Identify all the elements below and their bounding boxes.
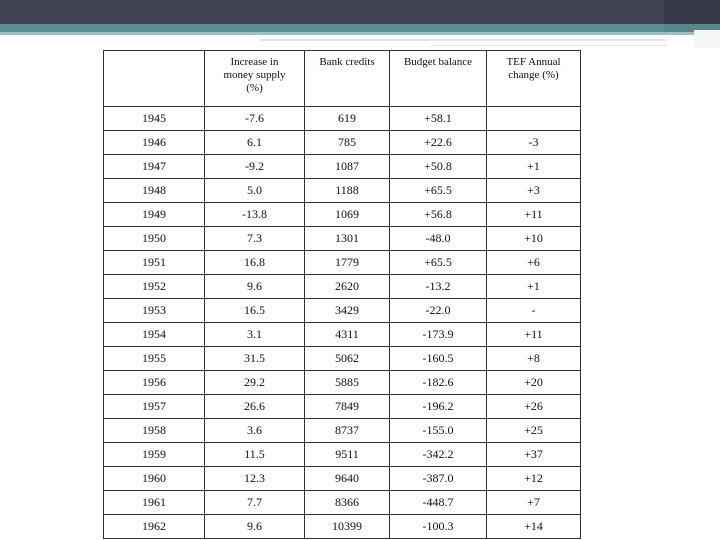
- cell-year: 1961: [104, 491, 205, 515]
- table-row: [104, 371, 581, 395]
- cell-budget-balance: -196.2: [390, 395, 487, 419]
- cell-year: 1948: [104, 179, 205, 203]
- cell-money-supply: 31.5: [205, 347, 305, 371]
- cell-bank-credits: 3429: [305, 299, 390, 323]
- cell-budget-balance: -173.9: [390, 323, 487, 347]
- header-budget-balance: Budget balance: [390, 51, 487, 107]
- cell-money-supply: 26.6: [205, 395, 305, 419]
- table-row: [104, 275, 581, 299]
- cell-money-supply: 3.6: [205, 419, 305, 443]
- cell-tef-change: +10: [487, 227, 581, 251]
- table-row: [104, 491, 581, 515]
- cell-bank-credits: 785: [305, 131, 390, 155]
- slide-header-light-stripe: [0, 32, 720, 35]
- cell-tef-change: +8: [487, 347, 581, 371]
- cell-tef-change: +20: [487, 371, 581, 395]
- cell-money-supply: 11.5: [205, 443, 305, 467]
- cell-budget-balance: -182.6: [390, 371, 487, 395]
- cell-year: 1960: [104, 467, 205, 491]
- cell-bank-credits: 7849: [305, 395, 390, 419]
- cell-bank-credits: 2620: [305, 275, 390, 299]
- cell-tef-change: +3: [487, 179, 581, 203]
- cell-money-supply: 16.5: [205, 299, 305, 323]
- cell-money-supply: 5.0: [205, 179, 305, 203]
- cell-bank-credits: 4311: [305, 323, 390, 347]
- cell-money-supply: 7.7: [205, 491, 305, 515]
- cell-budget-balance: -342.2: [390, 443, 487, 467]
- cell-money-supply: 6.1: [205, 131, 305, 155]
- economic-data-table: [103, 50, 581, 539]
- cell-bank-credits: 9511: [305, 443, 390, 467]
- cell-year: 1949: [104, 203, 205, 227]
- cell-year: 1962: [104, 515, 205, 539]
- cell-money-supply: 29.2: [205, 371, 305, 395]
- decorative-line: [430, 45, 666, 46]
- cell-tef-change: +37: [487, 443, 581, 467]
- cell-tef-change: +1: [487, 155, 581, 179]
- table-row: [104, 347, 581, 371]
- cell-tef-change: +25: [487, 419, 581, 443]
- cell-budget-balance: -448.7: [390, 491, 487, 515]
- cell-bank-credits: 619: [305, 107, 390, 131]
- cell-budget-balance: -100.3: [390, 515, 487, 539]
- table-row: [104, 419, 581, 443]
- header-corner-slab: [694, 30, 720, 48]
- cell-year: 1951: [104, 251, 205, 275]
- cell-bank-credits: 8366: [305, 491, 390, 515]
- cell-money-supply: 9.6: [205, 515, 305, 539]
- cell-budget-balance: -387.0: [390, 467, 487, 491]
- cell-budget-balance: +56.8: [390, 203, 487, 227]
- cell-tef-change: +12: [487, 467, 581, 491]
- cell-year: 1950: [104, 227, 205, 251]
- cell-year: 1956: [104, 371, 205, 395]
- cell-budget-balance: +50.8: [390, 155, 487, 179]
- cell-bank-credits: 10399: [305, 515, 390, 539]
- cell-money-supply: 16.8: [205, 251, 305, 275]
- cell-tef-change: +7: [487, 491, 581, 515]
- cell-tef-change: -: [487, 299, 581, 323]
- table-row: [104, 131, 581, 155]
- table-row: [104, 107, 581, 131]
- cell-tef-change: +6: [487, 251, 581, 275]
- cell-budget-balance: -155.0: [390, 419, 487, 443]
- table-row: [104, 467, 581, 491]
- cell-money-supply: 9.6: [205, 275, 305, 299]
- header-bank-credits: Bank credits: [305, 51, 390, 107]
- cell-budget-balance: +65.5: [390, 179, 487, 203]
- table-row: [104, 251, 581, 275]
- cell-year: 1957: [104, 395, 205, 419]
- table-row: [104, 155, 581, 179]
- cell-year: 1946: [104, 131, 205, 155]
- cell-bank-credits: 1069: [305, 203, 390, 227]
- cell-budget-balance: -22.0: [390, 299, 487, 323]
- table-row: [104, 323, 581, 347]
- table-row: [104, 515, 581, 539]
- cell-bank-credits: 1779: [305, 251, 390, 275]
- cell-money-supply: 12.3: [205, 467, 305, 491]
- cell-year: 1952: [104, 275, 205, 299]
- cell-tef-change: +1: [487, 275, 581, 299]
- table-body: [104, 107, 581, 539]
- cell-tef-change: [487, 107, 581, 131]
- cell-tef-change: +11: [487, 203, 581, 227]
- decorative-line: [260, 39, 666, 41]
- cell-bank-credits: 1087: [305, 155, 390, 179]
- cell-money-supply: -7.6: [205, 107, 305, 131]
- cell-tef-change: +14: [487, 515, 581, 539]
- cell-bank-credits: 1301: [305, 227, 390, 251]
- table-header-row: [104, 51, 581, 107]
- table-row: [104, 299, 581, 323]
- cell-year: 1945: [104, 107, 205, 131]
- cell-money-supply: -13.8: [205, 203, 305, 227]
- header-year: [104, 51, 205, 107]
- cell-year: 1958: [104, 419, 205, 443]
- cell-money-supply: 7.3: [205, 227, 305, 251]
- cell-year: 1954: [104, 323, 205, 347]
- cell-budget-balance: -48.0: [390, 227, 487, 251]
- cell-tef-change: -3: [487, 131, 581, 155]
- cell-bank-credits: 1188: [305, 179, 390, 203]
- header-accent-dark: [664, 0, 720, 24]
- cell-budget-balance: -160.5: [390, 347, 487, 371]
- cell-year: 1959: [104, 443, 205, 467]
- table-row: [104, 203, 581, 227]
- cell-bank-credits: 5885: [305, 371, 390, 395]
- table-row: [104, 395, 581, 419]
- cell-bank-credits: 5062: [305, 347, 390, 371]
- table-row: [104, 227, 581, 251]
- cell-bank-credits: 8737: [305, 419, 390, 443]
- cell-money-supply: 3.1: [205, 323, 305, 347]
- table-row: [104, 443, 581, 467]
- cell-money-supply: -9.2: [205, 155, 305, 179]
- cell-bank-credits: 9640: [305, 467, 390, 491]
- slide-header-bar: [0, 0, 720, 24]
- cell-year: 1947: [104, 155, 205, 179]
- cell-tef-change: +11: [487, 323, 581, 347]
- cell-tef-change: +26: [487, 395, 581, 419]
- table-row: [104, 179, 581, 203]
- cell-year: 1955: [104, 347, 205, 371]
- slide-header-teal-band: [0, 24, 720, 32]
- header-tef-change: TEF Annual change (%): [487, 51, 581, 107]
- cell-budget-balance: +22.6: [390, 131, 487, 155]
- header-money-supply: Increase in money supply (%): [205, 51, 305, 107]
- cell-year: 1953: [104, 299, 205, 323]
- cell-budget-balance: +65.5: [390, 251, 487, 275]
- cell-budget-balance: -13.2: [390, 275, 487, 299]
- cell-budget-balance: +58.1: [390, 107, 487, 131]
